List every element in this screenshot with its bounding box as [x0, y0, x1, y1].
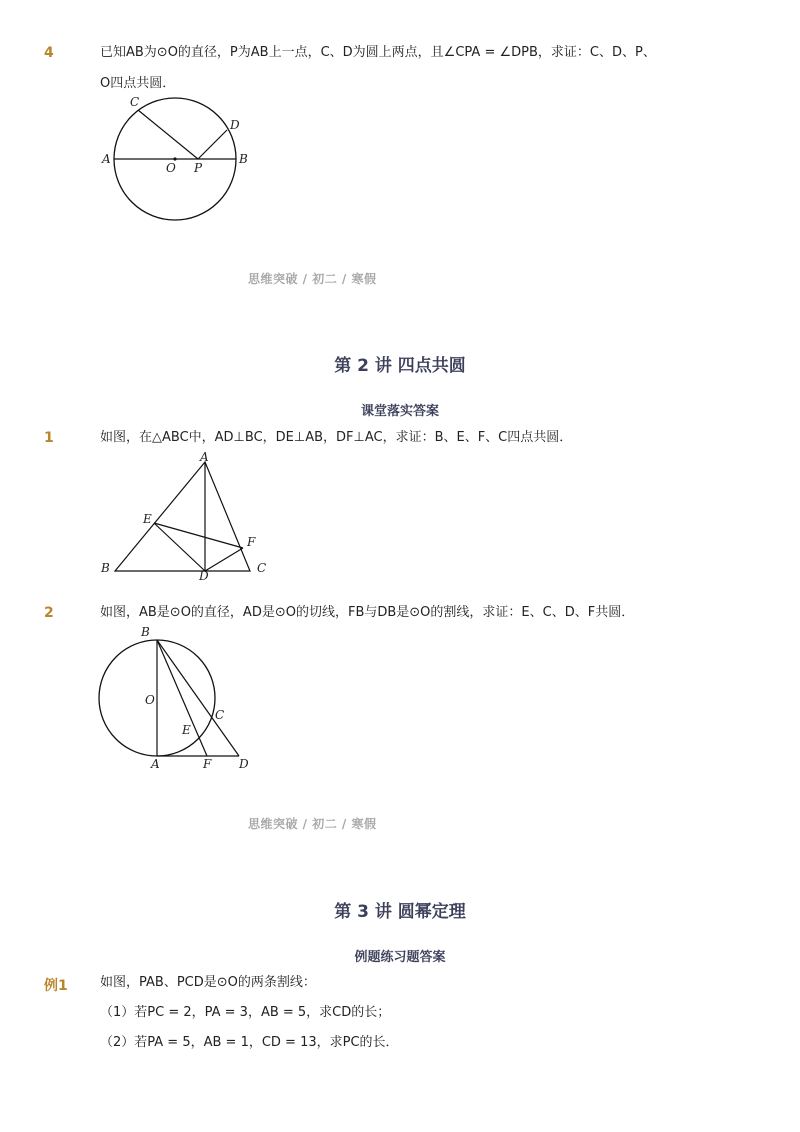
- label-d: D: [199, 569, 209, 582]
- page-footer: 思维突破 / 初二 / 寒假: [248, 817, 377, 831]
- label-p: P: [194, 161, 203, 175]
- segment-cp: [138, 110, 198, 159]
- label-d: D: [239, 757, 249, 771]
- triangle-diagram: [95, 450, 275, 582]
- question-number: 1: [44, 430, 54, 446]
- question-number: 4: [44, 45, 54, 61]
- lecture-title: 第 2 讲 四点共圆: [334, 356, 466, 376]
- label-b: B: [141, 625, 150, 639]
- example-part-1: （1）若PC = 2，PA = 3，AB = 5，求CD的长；: [100, 1005, 391, 1020]
- label-b: B: [239, 152, 248, 166]
- label-a: A: [102, 152, 111, 166]
- tangent-secant-diagram: [90, 622, 265, 772]
- label-c: C: [215, 708, 225, 722]
- circle-diagram-q4: [90, 90, 260, 235]
- question-number: 2: [44, 605, 54, 621]
- secant-bf: [157, 640, 207, 756]
- question-text-continued: O四点共圆．: [100, 76, 176, 91]
- label-o: O: [166, 161, 176, 175]
- section-subtitle: 课堂落实答案: [360, 404, 439, 419]
- label-f: F: [247, 535, 256, 549]
- section-subtitle: 例题练习题答案: [354, 950, 446, 965]
- label-c: C: [257, 561, 267, 575]
- label-a: A: [151, 757, 160, 771]
- label-c: C: [130, 95, 140, 109]
- label-b: B: [101, 561, 110, 575]
- label-e: E: [143, 512, 152, 526]
- label-o: O: [145, 693, 155, 707]
- example-number: 例1: [44, 978, 68, 994]
- segment-df: [205, 548, 243, 571]
- label-f: F: [203, 757, 212, 771]
- lecture-title: 第 3 讲 圆幂定理: [334, 902, 466, 922]
- triangle-abc: [115, 462, 250, 571]
- question-text: 如图，AB是⊙O的直径，AD是⊙O的切线，FB与DB是⊙O的割线，求证：E、C、D、F共圆．: [100, 605, 635, 620]
- segment-pd: [198, 130, 227, 159]
- label-d: D: [230, 118, 240, 132]
- page-footer: 思维突破 / 初二 / 寒假: [248, 272, 377, 286]
- example-text: 如图，PAB、PCD是⊙O的两条割线：: [100, 975, 316, 990]
- question-text: 如图，在△ABC中，AD⊥BC，DE⊥AB，DF⊥AC，求证：B、E、F、C四点共圆．: [100, 430, 573, 445]
- label-a: A: [200, 450, 209, 464]
- label-e: E: [182, 723, 191, 737]
- example-part-2: （2）若PA = 5，AB = 1，CD = 13，求PC的长．: [100, 1035, 399, 1050]
- question-text: 已知AB为⊙O的直径，P为AB上一点，C、D为圆上两点，且∠CPA = ∠DPB，求证：C、D、P、: [100, 45, 656, 60]
